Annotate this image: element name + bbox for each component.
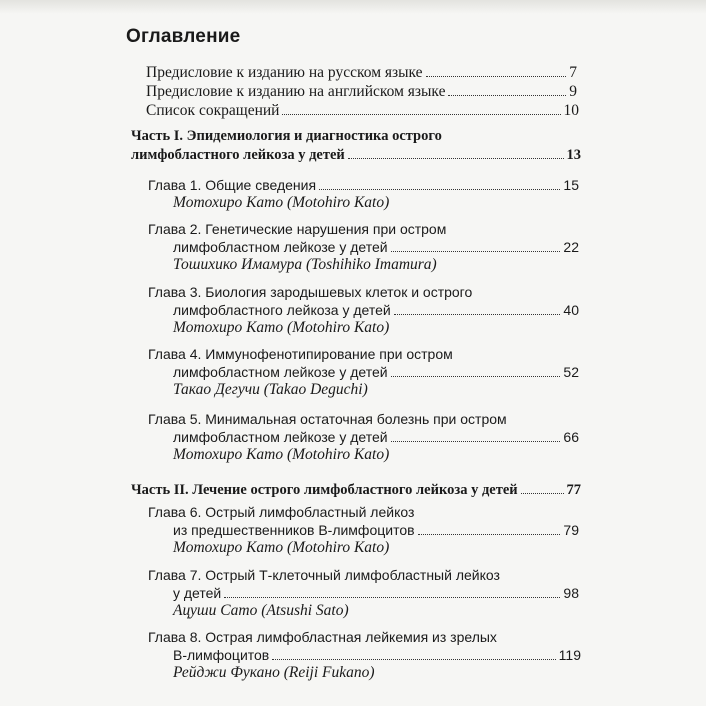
- toc-entry-chapter-5: лимфобластном лейкозе у детей 66: [173, 429, 579, 445]
- chapter-3-author: Мотохиро Като (Motohiro Kato): [173, 319, 390, 336]
- toc-entry-chapter-6: из предшественников В-лимфоцитов 79: [173, 522, 579, 538]
- chapter-4-author: Такао Дегучи (Takao Deguchi): [173, 381, 368, 398]
- toc-entry-chapter-4: лимфобластном лейкозе у детей 52: [173, 364, 579, 380]
- toc-entry-chapter-1: Глава 1. Общие сведения 15: [148, 177, 579, 193]
- chapter-5-title-line1: Глава 5. Минимальная остаточная болезнь при остром: [148, 411, 507, 427]
- part1-heading-line1: Часть I. Эпидемиология и диагностика острого: [131, 128, 442, 144]
- chapter-1-author: Мотохиро Като (Motohiro Kato): [173, 194, 390, 211]
- chapter-4-title-line1: Глава 4. Иммунофенотипирование при остром: [148, 346, 453, 362]
- chapter-2-title-line1: Глава 2. Генетические нарушения при остром: [148, 221, 447, 237]
- toc-entry-preface-en: Предисловие к изданию на английском языке 9: [146, 83, 577, 100]
- toc-entry-part2: Часть II. Лечение острого лимфобластного лейкоза у детей 77: [131, 482, 581, 498]
- toc-entry-chapter-2: лимфобластном лейкозе у детей 22: [173, 239, 579, 255]
- chapter-7-author: Ацуши Сато (Atsushi Sato): [173, 602, 349, 619]
- toc-entry-preface-ru: Предисловие к изданию на русском языке 7: [146, 64, 577, 81]
- chapter-5-author: Мотохиро Като (Motohiro Kato): [173, 446, 390, 463]
- chapter-6-title-line1: Глава 6. Острый лимфобластный лейкоз: [148, 504, 415, 520]
- toc-title: Оглавление: [126, 26, 241, 47]
- toc-entry-abbreviations: Список сокращений 10: [146, 102, 579, 119]
- chapter-3-title-line1: Глава 3. Биология зародышевых клеток и острого: [148, 284, 473, 300]
- toc-entry-chapter-8: В-лимфоцитов 119: [173, 647, 581, 663]
- chapter-8-title-line1: Глава 8. Острая лимфобластная лейкемия из зрелых: [148, 629, 497, 645]
- toc-entry-chapter-7: у детей 98: [173, 585, 579, 601]
- chapter-2-author: Тошихико Имамура (Toshihiko Imamura): [173, 256, 437, 273]
- chapter-7-title-line1: Глава 7. Острый Т-клеточный лимфобластный лейкоз: [148, 567, 500, 583]
- chapter-6-author: Мотохиро Като (Motohiro Kato): [173, 539, 390, 556]
- toc-entry-chapter-3: лимфобластного лейкоза у детей 40: [173, 302, 579, 318]
- toc-entry-part1: лимфобластного лейкоза у детей 13: [131, 147, 581, 163]
- chapter-8-author: Рейджи Фукано (Reiji Fukano): [173, 664, 375, 681]
